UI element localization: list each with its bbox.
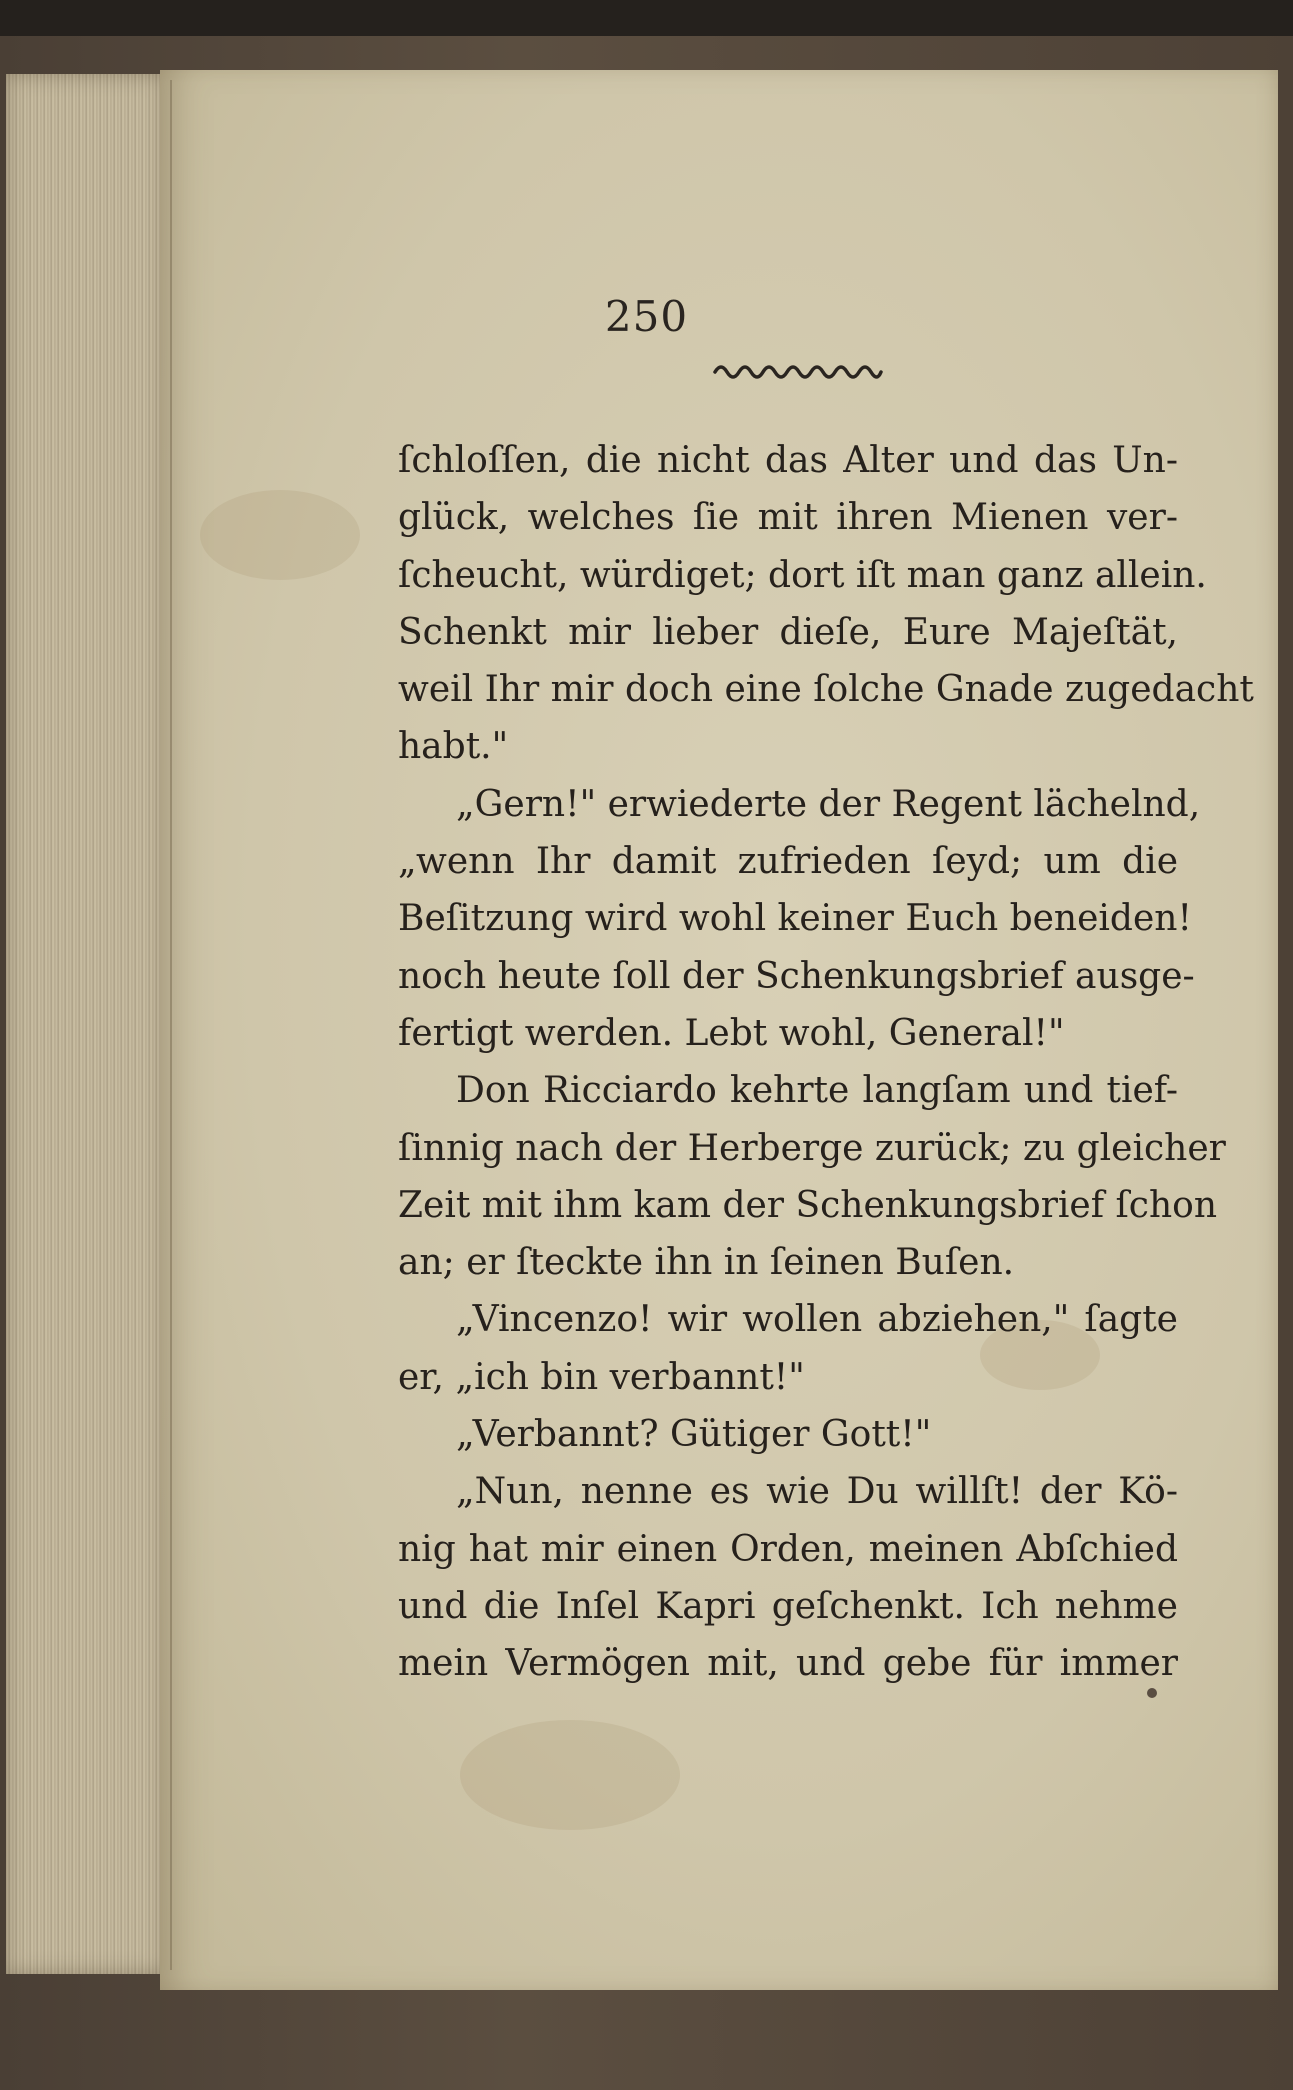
text-line: ſcheucht, würdiget; dort iſt man ganz allein. (398, 554, 1207, 596)
text-line: ſchloſſen, die nicht das Alter und das Un- (398, 440, 1178, 481)
ink-blot (1147, 1688, 1157, 1698)
text-line: Beſitzung wird wohl keiner Euch beneiden! (398, 898, 1192, 940)
text-line: „wenn Ihr damit zufrieden ſeyd; um die (398, 841, 1178, 883)
wavy-ornament (713, 360, 883, 380)
text-line: weil Ihr mir doch eine ſolche Gnade zugedacht (398, 669, 1254, 711)
body-text (398, 432, 1254, 1693)
text-line: und die Inſel Kapri geſchenkt. Ich nehme (398, 1585, 1178, 1627)
text-line: „Nun, nenne es wie Du willſt! der Kö- (456, 1471, 1178, 1513)
text-line: habt." (398, 726, 509, 768)
text-line: fertigt werden. Lebt wohl, General!" (398, 1012, 1065, 1054)
text-line: an; er ſteckte ihn in ſeinen Buſen. (398, 1242, 1015, 1284)
text-line: ſinnig nach der Herberge zurück; zu gleicher (398, 1127, 1226, 1169)
text-line: er, „ich bin verbannt!" (398, 1356, 805, 1398)
text-line: Zeit mit ihm kam der Schenkungsbrief ſchon (398, 1184, 1218, 1226)
text-line: mein Vermögen mit, und gebe für immer (398, 1643, 1178, 1685)
text-line: glück, welches ſie mit ihren Mienen ver- (398, 497, 1178, 539)
gutter-crease (170, 80, 172, 1970)
text-line: Schenkt mir lieber dieſe, Eure Majeſtät, (398, 611, 1178, 653)
text-line: „Gern!" erwiederte der Regent lächelnd, (456, 783, 1201, 825)
text-line: „Vincenzo! wir wollen abziehen," ſagte (456, 1299, 1178, 1341)
text-line: noch heute ſoll der Schenkungsbrief ausge- (398, 955, 1195, 997)
text-line: nig hat mir einen Orden, meinen Abſchied (398, 1528, 1178, 1570)
text-line: „Verbannt? Gütiger Gott!" (456, 1414, 932, 1456)
page-number: 250 (604, 292, 689, 341)
text-line: Don Ricciardo kehrte langſam und tief- (456, 1070, 1178, 1112)
page-edges (6, 74, 168, 1974)
